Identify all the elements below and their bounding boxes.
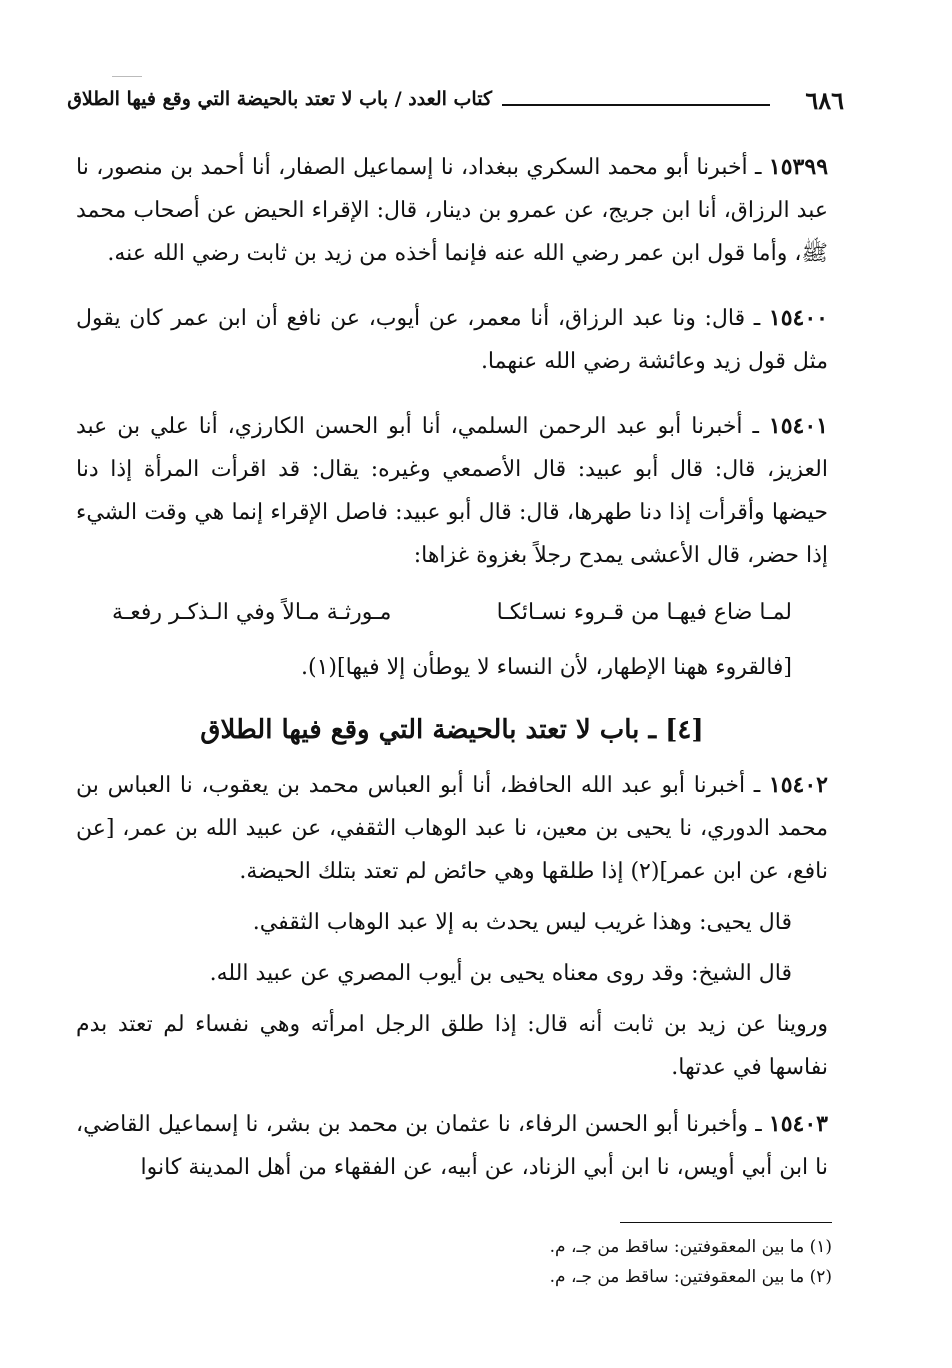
quote-yahya: قال يحيى: وهذا غريب ليس يحدث به إلا عبد الوهاب الثقفي. <box>252 910 792 935</box>
poetry-verse <box>76 591 828 634</box>
hadith-text: ـ أخبرنا أبو عبد الرحمن السلمي، أنا أبو الحسن الكارزي، أنا علي بن عبد العزيز، قال: قال أبو عبيد: قال الأصمعي وغيره: يقال: قد اقرأت المرأة إذا دنا حيضها وأقرأت إذا دنا طهرها، قال: قال أبو عبيد: فاصل الإقراء إنما هي وقت الشيء إذا حضر، قال الأعشى يمدح رجلاً بغزوة غزاها: <box>76 414 828 568</box>
hadith-number: ١٥٤٠٢ <box>768 772 828 798</box>
verse-note: [فالقروء ههنا الإطهار، لأن النساء لا يوطأن إلا فيها](١). <box>301 655 792 680</box>
hadith-text: ـ أخبرنا أبو محمد السكري ببغداد، نا إسماعيل الصفار، أنا أحمد بن منصور، نا عبد الرزاق، أنا ابن جريج، عن عمرو بن دينار، قال: الإقراء الحيض عن أصحاب محمد ﷺ، وأما قول ابن عمر رضي الله عنه فإنما أخذه من زيد بن ثابت رضي الله عنه. <box>76 155 828 266</box>
scan-artifact <box>112 76 142 77</box>
hadith-number: ١٥٤٠١ <box>768 413 828 439</box>
footnote-rule <box>620 1222 832 1223</box>
hadith-number: ١٥٤٠٣ <box>768 1111 828 1137</box>
hadith-text: ـ أخبرنا أبو عبد الله الحافظ، أنا أبو العباس محمد بن يعقوب، نا العباس بن محمد الدوري، نا يحيى بن معين، نا عبد الوهاب الثقفي، عن عبيد الله بن عمر، [عن نافع، عن ابن عمر](٢) إذا طلقها وهي حائض لم تعتد بتلك الحيضة. <box>76 773 828 884</box>
running-header <box>60 84 844 120</box>
section-heading: [٤] ـ باب لا تعتد بالحيضة التي وقع فيها الطلاق <box>200 715 704 745</box>
hadith-15399 <box>76 146 828 275</box>
verse-second-hemistich: مـورثـة مـالاً وفي الـذكـر رفعـة <box>112 600 392 625</box>
hadith-15401 <box>76 405 828 577</box>
hadith-15402 <box>76 764 828 893</box>
hadith-15403 <box>76 1103 828 1189</box>
footnotes <box>412 1232 832 1292</box>
hadith-number: ١٥٤٠٠ <box>768 305 828 331</box>
hadith-text: ـ قال: ونا عبد الرزاق، أنا معمر، عن أيوب، عن نافع أن ابن عمر كان يقول مثل قول زيد وعائشة رضي الله عنهما. <box>76 306 828 374</box>
hadith-15400 <box>76 297 828 383</box>
page-body <box>76 146 828 1211</box>
hadith-text: ـ وأخبرنا أبو الحسن الرفاء، نا عثمان بن محمد بن بشر، نا إسماعيل القاضي، نا ابن أبي أويس، نا ابن أبي الزناد، عن أبيه، عن الفقهاء من أهل المدينة كانوا <box>76 1112 828 1180</box>
quote-shaykh: قال الشيخ: وقد روى معناه يحيى بن أيوب المصري عن عبيد الله. <box>209 961 792 986</box>
narration-zayd: وروينا عن زيد بن ثابت أنه قال: إذا طلق الرجل امرأته وهي نفساء لم تعتد بدم نفاسها في عدتها. <box>76 1012 828 1080</box>
footnote-1: (١) ما بين المعقوفتين: ساقط من جـ، م. <box>549 1237 832 1257</box>
hadith-number: ١٥٣٩٩ <box>768 154 829 180</box>
verse-first-hemistich: لمـا ضاع فيهـا من قـروء نسـائكـا <box>496 600 792 625</box>
page-number: ٦٨٦ <box>805 86 844 115</box>
header-rule <box>502 104 770 106</box>
footnote-2: (٢) ما بين المعقوفتين: ساقط من جـ، م. <box>549 1267 832 1287</box>
header-title: كتاب العدد / باب لا تعتد بالحيضة التي وقع فيها الطلاق <box>67 88 492 110</box>
